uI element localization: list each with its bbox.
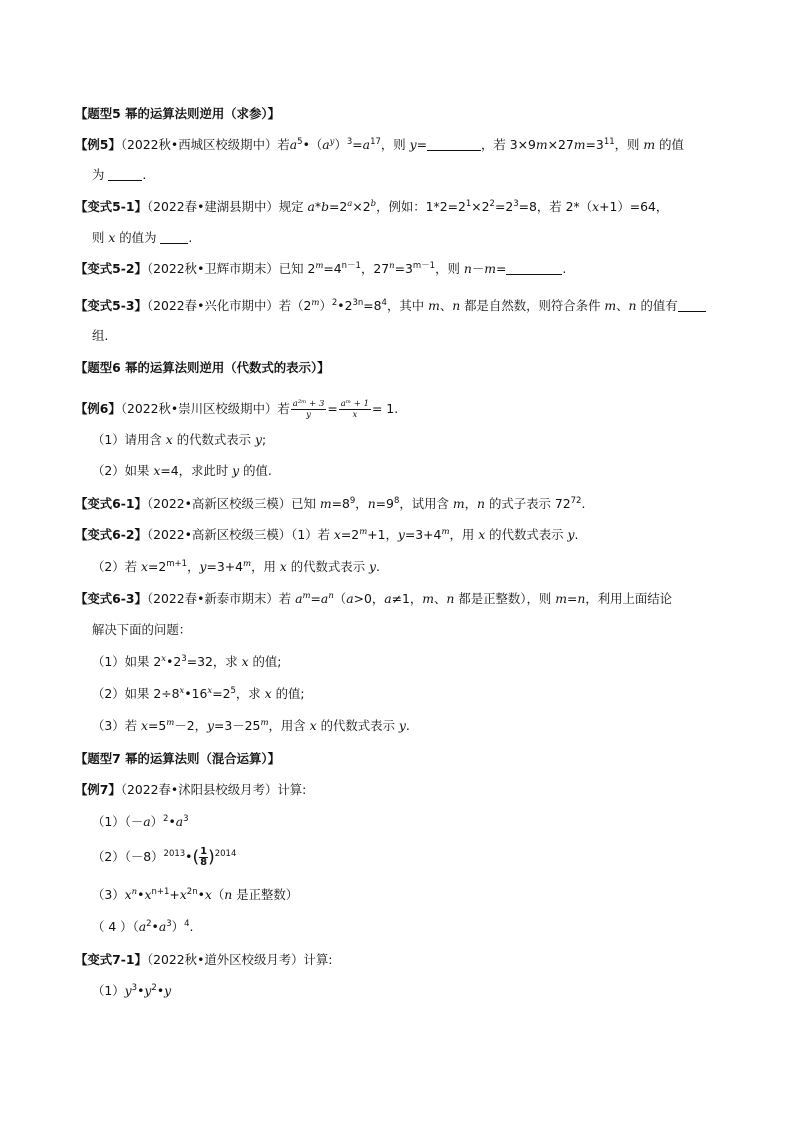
variant-7-1-line-1: 【变式7-1】（2022秋•道外区校级月考）计算: bbox=[75, 952, 333, 967]
example-6-q1: （1）请用含 x 的代数式表示 y; bbox=[92, 432, 267, 447]
variant-5-2: 【变式5-2】（2022秋•卫辉市期末）已知 $2^m=4^{n-1}$，$27^n=3^{m-1}$，则 n－m= . bbox=[75, 261, 567, 276]
variant-5-3-line-1: 【变式5-3】（2022春•兴化市期中）若$(2^m)^2•2^{3n}=8^4$，其中 m、n 都是自然数，则符合条件 m、n 的值有 bbox=[75, 298, 706, 314]
answer-blank bbox=[506, 262, 562, 275]
example-6-line-1: 【例6】（2022秋•崇川区校级期中）若 $\frac{\text{a²ᵐ + 3}}{y}$ = $\frac{\text{aᵐ + 1}}{x}$ = 1. bbox=[75, 399, 399, 420]
example-7-line-1: 【例7】（2022春•沭阳县校级月考）计算: bbox=[75, 782, 307, 797]
example-7-q2: $(2)(-8)^{2013}•$( $\frac{1}{8}$ )$^{2014}$ bbox=[92, 846, 237, 868]
example-5-line-2: 为 . bbox=[92, 167, 147, 182]
answer-blank bbox=[678, 299, 706, 312]
section-title-7: 【题型7 幂的运算法则（混合运算）】 bbox=[75, 751, 280, 766]
answer-blank bbox=[427, 138, 481, 151]
fraction-one-eighth: $\frac{1}{8}$ bbox=[200, 846, 208, 868]
section-title-6: 【题型6 幂的运算法则逆用（代数式的表示）】 bbox=[75, 360, 330, 375]
variant-6-1: 【变式6-1】（2022•高新区校级三模）已知 $m=8^9$，$n=9^8$，试用含 m，n 的式子表示 $72^{72}$. bbox=[75, 496, 586, 511]
fraction-1: $\frac{\text{a²ᵐ + 3}}{y}$ bbox=[292, 399, 325, 420]
variant-5-1-line-2: 则 x 的值为 . bbox=[92, 230, 193, 245]
variant-5-3-line-2: 组. bbox=[92, 328, 109, 343]
fraction-2: $\frac{\text{aᵐ + 1}}{x}$ bbox=[340, 399, 369, 420]
variant-6-3-q1: （1）如果 $2^x•2^3=32$，求 x 的值; bbox=[92, 654, 282, 669]
answer-blank bbox=[108, 168, 142, 181]
example-5-line-1: 【例5】（2022秋•西城区校级期中）若$a^5•(a^y)^3=a^{17}$，则 y= ，若 $3\times 9m\times 27m=3^{11}$，则 m 的值 bbox=[75, 137, 684, 152]
variant-6-3-q3: （3）若 $x=5^m-2$，$y=3-25^m$，用含 x 的代数式表示 y. bbox=[92, 718, 410, 733]
example-7-q3: $(3)x^n•x^{n+1}+x^{2n}•x(n$ 是正整数） bbox=[92, 887, 299, 902]
variant-6-2-line-1: 【变式6-2】（2022•高新区校级三模）（1）若 $x=2^m+1$，$y=3+4^m$，用 x 的代数式表示 y. bbox=[75, 527, 579, 542]
example-7-q1: $(1)(-a)^2•a^3$ bbox=[92, 814, 189, 829]
variant-6-3-line-1: 【变式6-3】（2022春•新泰市期末）若 $a^m=a^n(a>0$，a≠1，m、n 都是正整数），则 m=n，利用上面结论 bbox=[75, 591, 673, 606]
answer-blank bbox=[160, 231, 188, 244]
example-6-q2: （2）如果 x=4，求此时 y 的值. bbox=[92, 463, 272, 478]
variant-7-1-q1: $(1)y^3•y^2•y$ bbox=[92, 983, 172, 998]
variant-6-3-line-2: 解决下面的问题： bbox=[92, 622, 192, 637]
variant-5-1-line-1: 【变式5-1】（2022春•建湖县期中）规定 $a*b=2^a\times 2^b$，例如：$1*2=2^1\times 2^2=2^3=8$，若 2*（x+1）=64， bbox=[75, 199, 669, 214]
variant-6-2-q2: （2）若 $x=2^{m+1}$，$y=3+4^m$，用 x 的代数式表示 y. bbox=[92, 559, 380, 574]
section-title-5: 【题型5 幂的运算法则逆用（求参）】 bbox=[75, 106, 280, 121]
variant-6-3-q2: （2）如果 $2\div 8^x•16^x=2^5$，求 x 的值; bbox=[92, 686, 305, 701]
example-7-q4: （ 4 ）$(a^2•a^3)^4$. bbox=[92, 919, 194, 934]
